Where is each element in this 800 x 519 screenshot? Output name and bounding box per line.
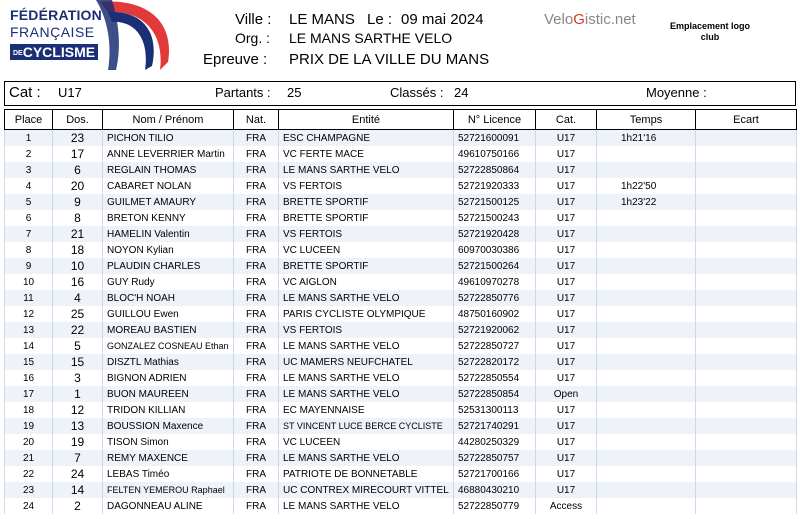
cell-cat: U17 xyxy=(536,322,597,338)
cell-cat: U17 xyxy=(536,210,597,226)
table-row xyxy=(5,434,797,450)
cell-place: 24 xyxy=(5,498,53,514)
cell-place: 8 xyxy=(5,242,53,258)
velogistic-brand xyxy=(544,11,636,28)
col-dossard: Dos. xyxy=(53,110,103,130)
cell-nom: BOUSSION Maxence xyxy=(103,418,234,434)
cell-dossard: 1 xyxy=(53,386,103,402)
category-summary xyxy=(4,81,796,106)
cell-place: 21 xyxy=(5,450,53,466)
cell-nat: FRA xyxy=(234,306,279,322)
cell-cat: U17 xyxy=(536,450,597,466)
cell-cat: U17 xyxy=(536,418,597,434)
table-row xyxy=(5,498,797,514)
cell-licence: 52722850727 xyxy=(454,338,536,354)
ville-value: LE MANS xyxy=(289,11,355,28)
cell-nom: GUILLOU Ewen xyxy=(103,306,234,322)
cell-nat: FRA xyxy=(234,210,279,226)
cell-ecart xyxy=(696,434,797,450)
cell-cat: U17 xyxy=(536,146,597,162)
org-label: Org. : xyxy=(235,30,271,46)
cell-ecart xyxy=(696,194,797,210)
cell-place: 13 xyxy=(5,322,53,338)
cell-temps xyxy=(597,162,696,178)
cell-nat: FRA xyxy=(234,162,279,178)
cell-cat: U17 xyxy=(536,354,597,370)
cell-licence: 48750160902 xyxy=(454,306,536,322)
cell-nom: NOYON Kylian xyxy=(103,242,234,258)
cell-place: 9 xyxy=(5,258,53,274)
cell-licence: 52721600091 xyxy=(454,130,536,147)
cell-entite: VS FERTOIS xyxy=(279,322,454,338)
cell-temps xyxy=(597,338,696,354)
cell-cat: U17 xyxy=(536,258,597,274)
cell-nom: PICHON TILIO xyxy=(103,130,234,147)
cell-cat: Access xyxy=(536,498,597,514)
cell-dossard: 5 xyxy=(53,338,103,354)
cell-entite: VS FERTOIS xyxy=(279,226,454,242)
cell-ecart xyxy=(696,338,797,354)
cell-licence: 52721920428 xyxy=(454,226,536,242)
table-row xyxy=(5,306,797,322)
cell-dossard: 19 xyxy=(53,434,103,450)
cell-licence: 52722850864 xyxy=(454,162,536,178)
cell-dossard: 9 xyxy=(53,194,103,210)
cell-nat: FRA xyxy=(234,274,279,290)
cell-dossard: 21 xyxy=(53,226,103,242)
cell-entite: UC MAMERS NEUFCHATEL xyxy=(279,354,454,370)
table-row xyxy=(5,322,797,338)
table-row xyxy=(5,210,797,226)
cell-cat: U17 xyxy=(536,274,597,290)
cell-place: 19 xyxy=(5,418,53,434)
cell-nom: GUILMET AMAURY xyxy=(103,194,234,210)
cell-entite: LE MANS SARTHE VELO xyxy=(279,498,454,514)
cell-dossard: 7 xyxy=(53,450,103,466)
col-nom-prenom: Nom / Prénom xyxy=(103,110,234,130)
table-row xyxy=(5,354,797,370)
cell-place: 16 xyxy=(5,370,53,386)
table-header-row xyxy=(5,110,797,130)
cell-nom: ANNE LEVERRIER Martin xyxy=(103,146,234,162)
cell-ecart xyxy=(696,322,797,338)
cell-cat: U17 xyxy=(536,402,597,418)
cell-nom: PLAUDIN CHARLES xyxy=(103,258,234,274)
cell-nat: FRA xyxy=(234,242,279,258)
cell-licence: 44280250329 xyxy=(454,434,536,450)
cell-place: 23 xyxy=(5,482,53,498)
cell-dossard: 13 xyxy=(53,418,103,434)
cell-ecart xyxy=(696,226,797,242)
cell-entite: PATRIOTE DE BONNETABLE xyxy=(279,466,454,482)
cell-temps: 1h23'22 xyxy=(597,194,696,210)
cell-dossard: 20 xyxy=(53,178,103,194)
cell-temps xyxy=(597,290,696,306)
cell-place: 15 xyxy=(5,354,53,370)
cell-ecart xyxy=(696,354,797,370)
table-row xyxy=(5,402,797,418)
cell-cat: Open xyxy=(536,386,597,402)
cell-temps xyxy=(597,322,696,338)
cell-nom: CABARET NOLAN xyxy=(103,178,234,194)
cell-temps xyxy=(597,274,696,290)
logo-line-1: FÉDÉRATION xyxy=(10,7,102,23)
brand-part-3: istic.net xyxy=(584,11,636,28)
cell-temps: 1h22'50 xyxy=(597,178,696,194)
cell-nat: FRA xyxy=(234,258,279,274)
logo-line-3-word: CYCLISME xyxy=(22,44,96,60)
cell-entite: VC LUCEEN xyxy=(279,242,454,258)
cell-dossard: 25 xyxy=(53,306,103,322)
cell-dossard: 23 xyxy=(53,130,103,147)
table-row xyxy=(5,194,797,210)
cell-entite: LE MANS SARTHE VELO xyxy=(279,162,454,178)
cell-temps xyxy=(597,258,696,274)
cell-temps xyxy=(597,498,696,514)
cell-nom: GONZALEZ COSNEAU Ethan xyxy=(103,338,234,354)
cell-entite: VC LUCEEN xyxy=(279,434,454,450)
cell-nat: FRA xyxy=(234,418,279,434)
cell-place: 7 xyxy=(5,226,53,242)
cell-ecart xyxy=(696,306,797,322)
cell-place: 20 xyxy=(5,434,53,450)
cell-licence: 46880430210 xyxy=(454,482,536,498)
cell-nat: FRA xyxy=(234,178,279,194)
cell-place: 6 xyxy=(5,210,53,226)
cell-cat: U17 xyxy=(536,130,597,147)
cell-temps xyxy=(597,418,696,434)
table-row xyxy=(5,274,797,290)
cell-nom: BRETON KENNY xyxy=(103,210,234,226)
table-row xyxy=(5,466,797,482)
cell-temps: 1h21'16 xyxy=(597,130,696,147)
ffc-logo xyxy=(0,0,180,74)
cell-entite: LE MANS SARTHE VELO xyxy=(279,386,454,402)
cell-entite: ST VINCENT LUCE BERCE CYCLISTE xyxy=(279,418,454,434)
club-logo-placeholder: Emplacement logo club xyxy=(669,21,750,42)
cell-temps xyxy=(597,226,696,242)
cell-dossard: 22 xyxy=(53,322,103,338)
moyenne-label: Moyenne : xyxy=(646,85,707,100)
cell-nat: FRA xyxy=(234,466,279,482)
cell-temps xyxy=(597,482,696,498)
cell-place: 22 xyxy=(5,466,53,482)
table-row xyxy=(5,338,797,354)
cell-place: 11 xyxy=(5,290,53,306)
table-row xyxy=(5,482,797,498)
cell-nom: BUON MAUREEN xyxy=(103,386,234,402)
col-ecart: Ecart xyxy=(696,110,797,130)
cell-dossard: 8 xyxy=(53,210,103,226)
cell-entite: BRETTE SPORTIF xyxy=(279,258,454,274)
logo-line-2: FRANÇAISE xyxy=(10,24,95,40)
cell-nat: FRA xyxy=(234,354,279,370)
cell-nom: REGLAIN THOMAS xyxy=(103,162,234,178)
cell-nom: GUY Rudy xyxy=(103,274,234,290)
logo-line-3-prefix: DE xyxy=(13,49,23,57)
cell-ecart xyxy=(696,386,797,402)
cell-nom: MOREAU BASTIEN xyxy=(103,322,234,338)
cell-nat: FRA xyxy=(234,322,279,338)
cell-temps xyxy=(597,370,696,386)
col-temps: Temps xyxy=(597,110,696,130)
cell-place: 17 xyxy=(5,386,53,402)
table-row xyxy=(5,226,797,242)
cell-nom: FELTEN YEMEROU Raphael xyxy=(103,482,234,498)
cell-nat: FRA xyxy=(234,226,279,242)
cell-entite: VS FERTOIS xyxy=(279,178,454,194)
partants-value: 25 xyxy=(287,85,302,100)
classes-value: 24 xyxy=(454,85,469,100)
cell-cat: U17 xyxy=(536,290,597,306)
table-row xyxy=(5,450,797,466)
cell-cat: U17 xyxy=(536,306,597,322)
cell-ecart xyxy=(696,466,797,482)
cell-dossard: 10 xyxy=(53,258,103,274)
logo-line-3 xyxy=(10,44,98,60)
cell-cat: U17 xyxy=(536,466,597,482)
cell-ecart xyxy=(696,274,797,290)
cell-place: 14 xyxy=(5,338,53,354)
cell-nom: TISON Simon xyxy=(103,434,234,450)
cell-ecart xyxy=(696,418,797,434)
cell-licence: 52722850779 xyxy=(454,498,536,514)
cell-temps xyxy=(597,466,696,482)
cell-place: 18 xyxy=(5,402,53,418)
cell-ecart xyxy=(696,370,797,386)
col-licence: N° Licence xyxy=(454,110,536,130)
cell-place: 3 xyxy=(5,162,53,178)
table-row xyxy=(5,242,797,258)
cell-dossard: 16 xyxy=(53,274,103,290)
cell-nom: BIGNON ADRIEN xyxy=(103,370,234,386)
date-value: 09 mai 2024 xyxy=(401,11,484,28)
cell-ecart xyxy=(696,178,797,194)
col-categorie: Cat. xyxy=(536,110,597,130)
cell-entite: LE MANS SARTHE VELO xyxy=(279,338,454,354)
cell-place: 2 xyxy=(5,146,53,162)
cell-dossard: 17 xyxy=(53,146,103,162)
cell-nom: LEBAS Timéo xyxy=(103,466,234,482)
cell-licence: 52722850757 xyxy=(454,450,536,466)
cell-licence: 52722850776 xyxy=(454,290,536,306)
cell-cat: U17 xyxy=(536,370,597,386)
cell-entite: LE MANS SARTHE VELO xyxy=(279,370,454,386)
date-label: Le : xyxy=(367,11,393,28)
table-row xyxy=(5,418,797,434)
cell-place: 1 xyxy=(5,130,53,147)
cell-dossard: 15 xyxy=(53,354,103,370)
cell-licence: 49610750166 xyxy=(454,146,536,162)
cell-temps xyxy=(597,354,696,370)
cell-entite: PARIS CYCLISTE OLYMPIQUE xyxy=(279,306,454,322)
cell-licence: 52721500243 xyxy=(454,210,536,226)
classes-label: Classés : xyxy=(390,85,444,100)
cell-place: 5 xyxy=(5,194,53,210)
cell-dossard: 12 xyxy=(53,402,103,418)
cat-value: U17 xyxy=(58,85,82,100)
cell-nat: FRA xyxy=(234,338,279,354)
cell-place: 10 xyxy=(5,274,53,290)
cell-nom: HAMELIN Valentin xyxy=(103,226,234,242)
cell-licence: 52721700166 xyxy=(454,466,536,482)
cell-nom: BLOC'H NOAH xyxy=(103,290,234,306)
cell-dossard: 14 xyxy=(53,482,103,498)
org-value: LE MANS SARTHE VELO xyxy=(289,30,453,46)
brand-part-1: Velo xyxy=(544,11,574,28)
table-row xyxy=(5,146,797,162)
results-table xyxy=(4,109,797,514)
cell-cat: U17 xyxy=(536,226,597,242)
cell-licence: 52722850554 xyxy=(454,370,536,386)
cell-licence: 52721500125 xyxy=(454,194,536,210)
cell-nat: FRA xyxy=(234,386,279,402)
table-row xyxy=(5,178,797,194)
partants-label: Partants : xyxy=(215,85,271,100)
cell-nat: FRA xyxy=(234,402,279,418)
cell-nom: DISZTL Mathias xyxy=(103,354,234,370)
cell-dossard: 2 xyxy=(53,498,103,514)
cell-cat: U17 xyxy=(536,194,597,210)
cell-nat: FRA xyxy=(234,290,279,306)
cell-nat: FRA xyxy=(234,498,279,514)
table-row xyxy=(5,130,797,147)
cell-licence: 52721920333 xyxy=(454,178,536,194)
cell-temps xyxy=(597,242,696,258)
cell-temps xyxy=(597,386,696,402)
cell-ecart xyxy=(696,450,797,466)
cell-ecart xyxy=(696,482,797,498)
cell-licence: 52721920062 xyxy=(454,322,536,338)
cell-dossard: 6 xyxy=(53,162,103,178)
cell-entite: VC FERTE MACE xyxy=(279,146,454,162)
cell-ecart xyxy=(696,258,797,274)
cell-temps xyxy=(597,146,696,162)
cell-ecart xyxy=(696,130,797,147)
cell-nom: DAGONNEAU ALINE xyxy=(103,498,234,514)
cell-entite: EC MAYENNAISE xyxy=(279,402,454,418)
epreuve-label: Epreuve : xyxy=(203,51,268,68)
cell-licence: 52721740291 xyxy=(454,418,536,434)
cell-ecart xyxy=(696,146,797,162)
cell-ecart xyxy=(696,242,797,258)
col-place: Place xyxy=(5,110,53,130)
cell-licence: 49610970278 xyxy=(454,274,536,290)
cell-nat: FRA xyxy=(234,146,279,162)
cell-nat: FRA xyxy=(234,482,279,498)
cell-dossard: 24 xyxy=(53,466,103,482)
cell-place: 12 xyxy=(5,306,53,322)
cat-label: Cat : xyxy=(9,84,41,101)
cell-licence: 52531300113 xyxy=(454,402,536,418)
cell-licence: 52722850854 xyxy=(454,386,536,402)
ville-label: Ville : xyxy=(235,11,272,28)
cell-nom: REMY MAXENCE xyxy=(103,450,234,466)
cell-entite: LE MANS SARTHE VELO xyxy=(279,450,454,466)
cell-nat: FRA xyxy=(234,370,279,386)
col-entite: Entité xyxy=(279,110,454,130)
cell-ecart xyxy=(696,290,797,306)
cell-temps xyxy=(597,210,696,226)
cell-temps xyxy=(597,306,696,322)
table-row xyxy=(5,258,797,274)
cell-nat: FRA xyxy=(234,434,279,450)
cell-entite: BRETTE SPORTIF xyxy=(279,194,454,210)
brand-part-2: G xyxy=(573,11,585,28)
cell-cat: U17 xyxy=(536,482,597,498)
cell-entite: LE MANS SARTHE VELO xyxy=(279,290,454,306)
cell-nom: TRIDON KILLIAN xyxy=(103,402,234,418)
cell-dossard: 4 xyxy=(53,290,103,306)
cell-nat: FRA xyxy=(234,194,279,210)
cell-temps xyxy=(597,434,696,450)
cell-licence: 52722820172 xyxy=(454,354,536,370)
cell-ecart xyxy=(696,210,797,226)
cell-entite: UC CONTREX MIRECOURT VITTEL xyxy=(279,482,454,498)
cell-entite: BRETTE SPORTIF xyxy=(279,210,454,226)
cell-ecart xyxy=(696,162,797,178)
cell-dossard: 18 xyxy=(53,242,103,258)
cell-temps xyxy=(597,450,696,466)
cell-licence: 60970030386 xyxy=(454,242,536,258)
cell-entite: VC AIGLON xyxy=(279,274,454,290)
cell-entite: ESC CHAMPAGNE xyxy=(279,130,454,147)
cell-temps xyxy=(597,402,696,418)
cell-cat: U17 xyxy=(536,242,597,258)
cell-dossard: 3 xyxy=(53,370,103,386)
cell-ecart xyxy=(696,402,797,418)
cell-nat: FRA xyxy=(234,450,279,466)
cell-licence: 52721500264 xyxy=(454,258,536,274)
col-nationalite: Nat. xyxy=(234,110,279,130)
cell-cat: U17 xyxy=(536,178,597,194)
cell-cat: U17 xyxy=(536,338,597,354)
table-row xyxy=(5,162,797,178)
cell-ecart xyxy=(696,498,797,514)
cell-cat: U17 xyxy=(536,434,597,450)
table-row xyxy=(5,290,797,306)
table-row xyxy=(5,370,797,386)
cell-place: 4 xyxy=(5,178,53,194)
cell-cat: U17 xyxy=(536,162,597,178)
epreuve-value: PRIX DE LA VILLE DU MANS xyxy=(289,51,490,68)
cell-nat: FRA xyxy=(234,130,279,147)
table-row xyxy=(5,386,797,402)
